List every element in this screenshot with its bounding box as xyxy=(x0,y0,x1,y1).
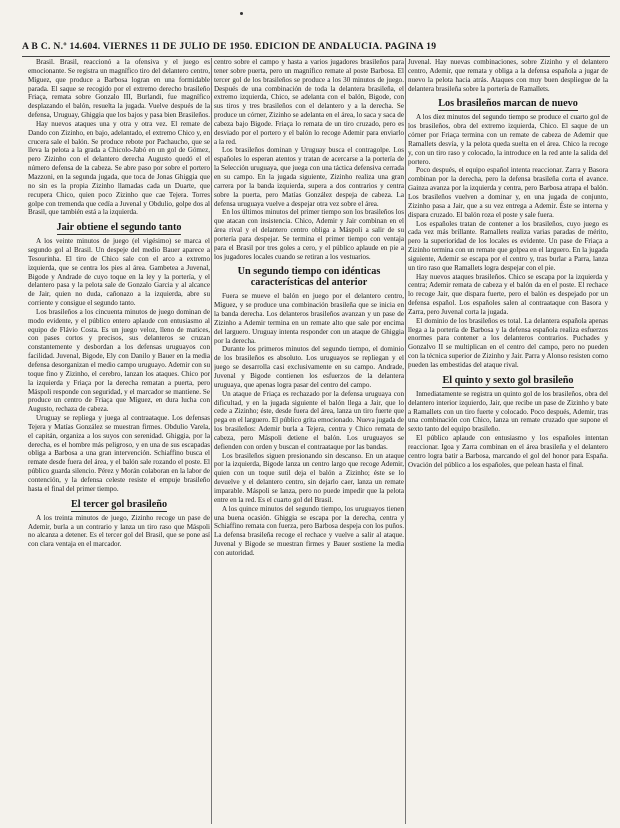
column-divider xyxy=(211,58,212,824)
col2-block-b xyxy=(214,292,404,557)
paragraph: centro sobre el campo y hasta a varios jugadores brasileños para tener sobre puerta, pero un magnífico remate al poste Barbosa. El tercer gol de los brasileños se produce a los 30 minutos de juego. Después de una combinación de toda la delantera brasileña, el extremo izquierda, Chico, se adelanta con el balón, Bigode, con sus tiros y tres brasileños con el delantero y a la derecha. Se produce un córner, Zizinho se adelanta en el área, lo saca y saca de cabeza bajo Bigode. Friaça lo remata de un tiro cruzado, pero es desviado por el portero y el balón lo recoge Ademir para enviarlo a la red. xyxy=(214,58,404,146)
paragraph: El público aplaude con entusiasmo y los españoles intentan reaccionar. Igoa y Zarra combinan en el área brasileña y el delantero centro logra batir a Barbosa, marcando el gol del honor para España. Ovación del público a los españoles, que pelean hasta el final. xyxy=(408,434,608,469)
paragraph: Poco después, el equipo español intenta reaccionar. Zarra y Basora combinan por la derecha, pero la defensa brasileña corta el avance. Gainza avanza por la izquierda y centra, pero Barbosa atrapa el balón. Los brasileños vuelven a dominar y, en una jugada de conjunto, Zizinho pasa a Jair, que a su vez entrega a Ademir. Éste se interna y dispara cruzado. El balón roza el poste y sale fuera. xyxy=(408,166,608,219)
col1-block-a xyxy=(28,58,210,217)
section-title: Los brasileños marcan de nuevo xyxy=(438,98,578,110)
col3-block-a xyxy=(408,58,608,93)
paragraph: Hay nuevos ataques una y otra y otra vez. El remate de Dando con Zizinho, en bajo, adelantado, el extremo Chico y, en crucera sale el balón. Se produce rebote por Pachaucho, que se lleva la pelota a la grada a Chicolo-Jabó en un gol de Gómez, pero Zizinho con el delantero derecha Augusto quedó el el número defensa de la cabeza. Se abre paso por sobre el portero Mazzoni, en la segunda jugada, que toca de Jonas Ghiggia que no sin es la propia Zizinho llamadas cada un Duarte, que recupera Chico, quien poco Zizinho que cae Tejera. Torres golpe con tremenda que cedía a Juvenal y Obdulio, golpe dos al Brasil, que también está a la izquierda. xyxy=(28,119,210,217)
column-2 xyxy=(214,58,404,558)
paragraph: Fuera se mueve el balón en juego por el delantero centro, Míguez, y se produce una combinación brasileña que se inicia en la banda derecha. Los delanteros brasileños avanzan y un pase de Zizinho a Ademir termina en un remate alto que sale por encima del larguero. Uruguay intenta responder con un ataque de Ghiggia por la derecha. xyxy=(214,292,404,345)
paragraph: En los últimos minutos del primer tiempo son los brasileños los que atacan con insistencia. Chico, Ademir y Jair combinan en el área rival y el delantero centro obliga a Máspoli a salir de su portería para despejar. Se termina el primer tiempo con ventaja para el Brasil por tres goles a cero, y el público aplaude en pie a los jugadores locales cuando se retiran a los vestuarios. xyxy=(214,208,404,261)
col3-block-c xyxy=(408,390,608,470)
ink-mark xyxy=(240,12,243,15)
paragraph: A los diez minutos del segundo tiempo se produce el cuarto gol de los brasileños, obra del extremo izquierda, Chico. El saque de un córner por Friaça termina con un remate de cabeza de Ademir que Ramallets desvía, y la pelota queda suelta en el área. Chico la recoge y, con un tiro raso y colocado, la introduce en la red ante la salida del portero. xyxy=(408,113,608,166)
section-title: El tercer gol brasileño xyxy=(70,498,168,510)
paragraph: Los españoles tratan de contener a los brasileños, cuyo juego es cada vez más brillante. Ramallets realiza varias paradas de mérito, pero la superioridad de los locales es evidente. Un pase de Friaça a Zizinho termina con un remate que golpea en el larguero. En la jugada siguiente, Ademir se escapa por el centro y, tras burlar a Parra, lanza un tiro raso que Ramallets logra despejar con el pie. xyxy=(408,219,608,272)
paragraph: A los treinta minutos de juego, Zizinho recoge un pase de Ademir, burla a un contrario y lanza un tiro raso que Máspoli no alcanza a detener. Es el tercer gol del Brasil, que se pone así con clara ventaja en el marcador. xyxy=(28,513,210,549)
paragraph: Hay nuevos ataques brasileños. Chico se escapa por la izquierda y centra; Ademir remata de cabeza y el balón da en el poste. El rechace lo recoge Jair, que dispara fuerte, pero el balón es despejado por un defensa español. Los españoles salen al contraataque con Basora y Zarra, pero Juvenal corta la jugada. xyxy=(408,272,608,316)
paragraph: Inmediatamente se registra un quinto gol de los brasileños, obra del delantero interior izquierdo, Jair, que recibe un pase de Zizinho y bate a Ramallets con un tiro fuerte y colocado. Poco después, Ademir, tras una combinación con Chico, lanza un remate cruzado que supone el sexto tanto del equipo brasileño. xyxy=(408,389,608,434)
header-rule xyxy=(22,56,610,57)
paragraph: A los quince minutos del segundo tiempo, los uruguayos tienen una buena ocasión. Ghiggia se escapa por la derecha, centra y Schiaffino remata con fuerza, pero Barbosa despeja con los puños. La defensa brasileña recoge el rechace y vuelve a salir al ataque. Juvenal y Bigode se muestran firmes y Bauer sostiene la media con autoridad. xyxy=(214,504,404,557)
col3-block-b xyxy=(408,113,608,369)
paragraph: Uruguay se repliega y juega al contraataque. Los defensas Tejera y Matías González se muestran firmes. Obdulio Varela, el capitán, organiza a los suyos con serenidad. Ghiggia, por la derecha, es el hombre más peligroso, y en una de sus escapadas obliga a Barbosa a una gran intervención. Schiaffino busca el remate desde fuera del área, y el balón sale rozando el poste. El público guarda silencio. Pérez y Morán colaboran en la labor de contención, y la defensa celeste resiste el empuje brasileño hasta el final del primer tiempo. xyxy=(28,414,210,493)
column-1 xyxy=(28,58,210,549)
col2-block-a xyxy=(214,58,404,261)
paragraph: Un ataque de Friaça es rechazado por la defensa uruguaya con dificultad, y en la jugada siguiente el balón llega a Jair, que lo cede a Zizinho; éste, desde fuera del área, lanza un tiro fuerte que pega en el larguero. El público grita emocionado. Nueva jugada de los brasileños: Ademir burla a Tejera, centra y Chico remata de cabeza, pero Máspoli detiene el balón. Los uruguayos se defienden con orden y buscan el contraataque por las bandas. xyxy=(214,389,404,451)
paragraph: Durante los primeros minutos del segundo tiempo, el dominio de los brasileños es absoluto. Los uruguayos se repliegan y el juego se desarrolla casi exclusivamente en su campo. Andrade, Juvenal y Bigode contienen los esfuerzos de la delantera uruguaya, que apenas logra pasar del centro del campo. xyxy=(214,345,404,389)
column-3 xyxy=(408,58,608,469)
paragraph: Los brasileños dominan y Uruguay busca el contragolpe. Los españoles lo esperan atentos y tratan de acercarse a la portería de la Selección uruguaya, que juega con una táctica defensiva cerrada en su campo. En la jugada siguiente, Zizinho realiza una gran carrera por la banda izquierda, supera a dos contrarios y centra sobre la puerta, pero Matías González despeja de cabeza. La defensa uruguaya vuelve a despejar otra vez sobre el área. xyxy=(214,146,404,208)
column-divider xyxy=(405,58,406,824)
paragraph: Juvenal. Hay nuevas combinaciones, sobre Zizinho y el delantero centro, Ademir, que remata y obliga a la defensa española a jugar de nuevo la pelota hacia atrás. Ataques con muy buen despliegue de la delantera brasileña sobre la portería de Ramallets. xyxy=(408,58,608,93)
paragraph: Los brasileños a los cincuenta minutos de juego dominan de modo evidente, y el público entero aplaude con entusiasmo al equipo de Flávio Costa. Es un juego veloz, lleno de matices, con pases cortos y precisos, sus delanteros se cruzan constantemente y desbordan a los defensas uruguayos con facilidad. Juvenal, Bigode, Ely con Danilo y Bauer en la media defensa desorganizan el medio campo uruguayo. Ademir con su toque fino y Zizinho, el cerebro, lanzan los ataques. Chico por la izquierda y Friaça por la derecha rematan a puerta, pero Máspoli responde con seguridad, y el marcador se mantiene. Se produce un centro de Friaça que Míguez, en dura lucha con Augusto, rechaza de cabeza. xyxy=(28,307,210,414)
col1-block-c xyxy=(28,514,210,549)
col1-block-b xyxy=(28,237,210,493)
section-title: Un segundo tiempo con idénticas características del anterior xyxy=(237,266,381,289)
paragraph: A los veinte minutos de juego (el vigésimo) se marca el segundo gol al Brasil. Un despeje del medio Bauer aparece a Tesourinha. El tiro de Chico sale con el arco a extremo izquierda, que se centra los pies al área. Gambetea a Juvenal, Bigode y Andrade de cuyo toque en la ley y la portería, y el delantero pasa y la pelota sale de Gonzalo Garcia y al alcance de Jair, quien no duda, cañonazo a la izquierda, abre su corriente y consigue el segundo tanto. xyxy=(28,237,210,308)
section-title: Jair obtiene el segundo tanto xyxy=(56,222,182,234)
paragraph: Brasil. Brasil, reaccionó a la ofensiva y el juego es emocionante. Se registra un magnífico tiro del delantero centro, Míguez, que produce a Barbosa logran en una formidable parada. El saque se recogido por el extremo derecho brasileño Friaça, remata sobre Gonzalo III, Burlandi, fue magnífico desplazando el balón, resuelta la jugada. Vuelve después de la defensa, Uruguay, Ghiggia que los bajos y pasa bien Brasileños. xyxy=(28,58,210,120)
paragraph: El dominio de los brasileños es total. La delantera española apenas llega a la portería de Barbosa y la defensa española realiza esfuerzos enormes para contener a los delanteros contrarios. Puchades y Gonzalvo II se multiplican en el centro del campo, pero no pueden con la técnica superior de Zizinho y Jair. Parra y Alonso resisten como pueden las embestidas del ataque rival. xyxy=(408,316,608,369)
section-title: El quinto y sexto gol brasileño xyxy=(442,374,574,386)
page-header: A B C. N.º 14.604. VIERNES 11 DE JULIO DE 1950. EDICION DE ANDALUCIA. PAGINA 19 xyxy=(22,41,437,52)
paragraph: Los brasileños siguen presionando sin descanso. En un ataque por la izquierda, Bigode lanza un centro largo que recoge Ademir, quien con un toque sutil deja el balón a Zizinho; éste se lo devuelve y el delantero centro, sin dejarlo caer, lanza un remate imparable. Máspoli se lanza, pero no puede impedir que la pelota entre en la red. Es el cuarto gol del Brasil. xyxy=(214,451,404,504)
